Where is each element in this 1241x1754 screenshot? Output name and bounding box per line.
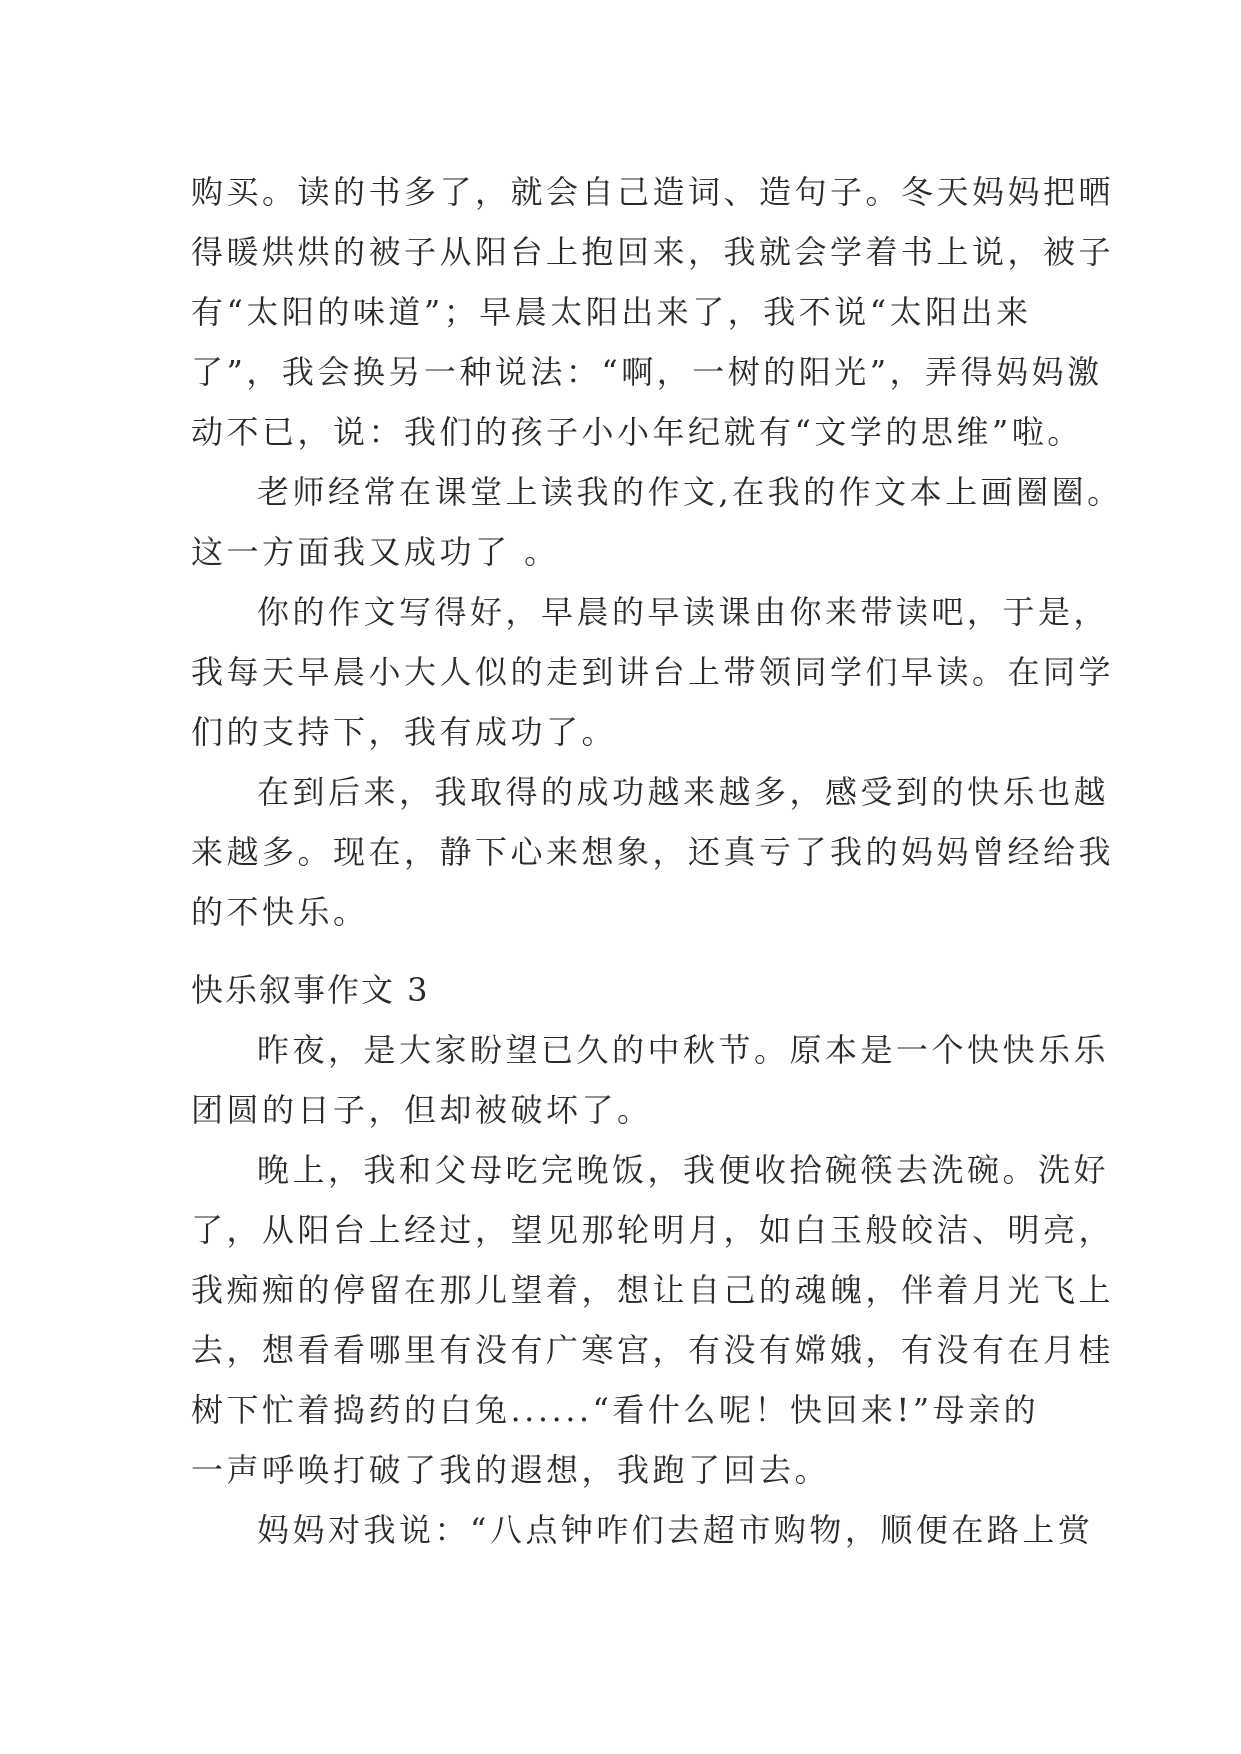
text-line: 了，从阳台上经过，望见那轮明月，如白玉般皎洁、明亮， xyxy=(191,1211,1115,1249)
text-line: 树下忙着捣药的白兔......“看什么呢！快回来!”母亲的 xyxy=(191,1391,1040,1429)
essay-continuation xyxy=(191,162,1123,942)
section-heading: 快乐叙事作文 3 xyxy=(191,971,430,1009)
text-line: 在到后来，我取得的成功越来越多，感受到的快乐也越 xyxy=(257,773,1110,811)
text-line: 我每天早晨小大人似的走到讲台上带领同学们早读。在同学 xyxy=(191,653,1115,691)
paragraph-4 xyxy=(191,762,1115,942)
text-line: 来越多。现在，静下心来想象，还真亏了我的妈妈曾经给我 xyxy=(191,833,1115,871)
text-line: 得暖烘烘的被子从阳台上抱回来，我就会学着书上说，被子 xyxy=(191,233,1115,271)
paragraph-3 xyxy=(191,1500,1094,1560)
text-line: 你的作文写得好，早晨的早读课由你来带读吧，于是， xyxy=(257,593,1110,631)
paragraph-1 xyxy=(191,162,1115,462)
text-line: 有“太阳的味道”；早晨太阳出来了，我不说“太阳出来 xyxy=(191,293,1032,331)
paragraph-3 xyxy=(191,582,1115,762)
text-line: 的不快乐。 xyxy=(191,893,369,931)
text-line: 一声呼唤打破了我的遐想，我跑了回去。 xyxy=(191,1451,831,1489)
text-line: 们的支持下，我有成功了。 xyxy=(191,713,618,751)
text-line: 团圆的日子，但却被破坏了。 xyxy=(191,1091,653,1129)
text-line: 购买。读的书多了，就会自己造词、造句子。冬天妈妈把晒 xyxy=(191,173,1115,211)
text-line: 老师经常在课堂上读我的作文,在我的作文本上画圈圈。 xyxy=(257,473,1123,511)
text-line: 妈妈对我说：“八点钟咋们去超市购物，顺便在路上赏 xyxy=(257,1511,1094,1549)
paragraph-2 xyxy=(191,1140,1115,1500)
text-line: 了”，我会换另一种说法：“啊，一树的阳光”，弄得妈妈激 xyxy=(191,353,1103,391)
essay-3 xyxy=(191,960,1115,1560)
text-line: 动不已，说：我们的孩子小小年纪就有“文学的思维”啦。 xyxy=(191,413,1083,451)
text-line: 我痴痴的停留在那儿望着，想让自己的魂魄，伴着月光飞上 xyxy=(191,1271,1115,1309)
paragraph-1 xyxy=(191,1020,1110,1140)
text-line: 晚上，我和父母吃完晚饭，我便收拾碗筷去洗碗。洗好 xyxy=(257,1151,1110,1189)
paragraph-2 xyxy=(191,462,1123,582)
text-line: 这一方面我又成功了 。 xyxy=(191,533,560,571)
text-line: 去，想看看哪里有没有广寒宫，有没有嫦娥，有没有在月桂 xyxy=(191,1331,1115,1369)
text-line: 昨夜，是大家盼望已久的中秋节。原本是一个快快乐乐 xyxy=(257,1031,1110,1069)
